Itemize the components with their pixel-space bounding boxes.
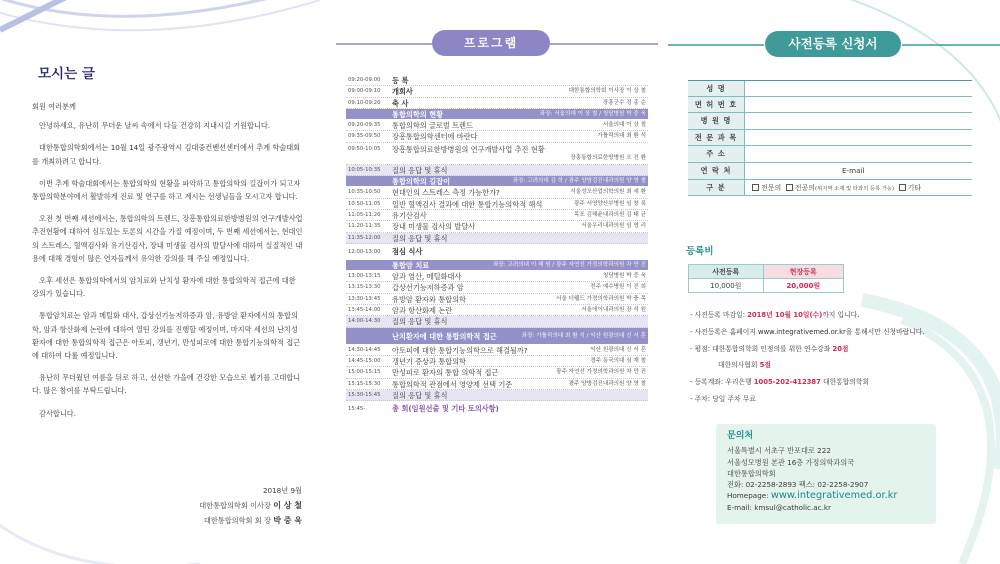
session-title: 갑상선기능저하증과 암 bbox=[392, 283, 464, 293]
schedule-row bbox=[346, 244, 648, 260]
session-title: 등 록 bbox=[392, 76, 409, 85]
schedule-row bbox=[346, 98, 648, 109]
session-title: 통합의학의 글로벌 트렌드 bbox=[392, 121, 473, 131]
category-options bbox=[752, 180, 921, 198]
schedule-row bbox=[346, 199, 648, 210]
signer-1 bbox=[199, 498, 302, 513]
name-field[interactable] bbox=[744, 81, 972, 96]
session-title: 통합의학의 현황 bbox=[392, 109, 444, 119]
specialist-checkbox[interactable] bbox=[752, 184, 759, 191]
signature-block bbox=[199, 483, 302, 528]
registration-notes bbox=[690, 307, 925, 408]
session-title: 일반 혈액검사 결과에 대한 통합기능의학적 해석 bbox=[392, 199, 543, 209]
schedule-row bbox=[346, 233, 648, 244]
credit-points: 5점 bbox=[759, 361, 771, 370]
session-title: 만성피로 환자의 통합 의학적 접근 bbox=[392, 368, 499, 378]
session-title: 장흥통합의료한방병원의 연구개발사업 추진 현황 bbox=[392, 144, 545, 154]
session-title: 점심 식사 bbox=[392, 246, 423, 256]
session-title: 총 회(임원선출 및 기타 토의사항) bbox=[392, 404, 499, 414]
schedule-row bbox=[346, 210, 648, 221]
invitation-body bbox=[32, 100, 304, 429]
session-speaker: 전주 예수병원 이 진 희 bbox=[590, 284, 646, 291]
session-title: 유방암 환자와 통합의학 bbox=[392, 294, 467, 304]
session-title: 난치환자에 대한 통합의학적 접근 bbox=[392, 331, 497, 341]
session-title: 통합의학의 길잡이 bbox=[392, 177, 451, 187]
program-schedule bbox=[346, 75, 648, 417]
session-title: 통합의학적 관점에서 영양제 선택 기준 bbox=[392, 379, 513, 389]
session-time: 15:00-15:15 bbox=[348, 369, 381, 376]
session-speaker: 서울성모산업의학의원 최 세 환 bbox=[570, 189, 646, 196]
contact-email[interactable]: E-mail: kmsul@catholic.ac.kr bbox=[727, 502, 832, 512]
session-speaker: 광주 자연선 가정의학과의원 차 만 진 bbox=[556, 369, 646, 376]
session-speaker: 광주 서영양산부병원 임 창 록 bbox=[574, 200, 646, 207]
session-speaker: 광주 양방검진내과의원 양 영 철 bbox=[568, 380, 646, 387]
session-time: 09:20-09:00 bbox=[348, 77, 381, 83]
specialty-field[interactable] bbox=[744, 130, 972, 146]
session-title: 통합암 치료 bbox=[392, 260, 430, 270]
form-row-license bbox=[688, 97, 972, 114]
credit-points: 20점 bbox=[832, 344, 849, 353]
session-speaker: 서울에이내과의원 장 석 원 bbox=[581, 307, 646, 314]
option-note: (위지역 소재 및 타과의 등록 가능) bbox=[815, 185, 895, 192]
session-title: 질의 응답 및 휴식 bbox=[392, 233, 448, 243]
session-time: 14:45-15:00 bbox=[348, 357, 381, 364]
session-title: 질의 응답 및 휴식 bbox=[392, 390, 448, 400]
email-label: E-mail bbox=[842, 165, 865, 175]
field-label: 연 락 처 bbox=[688, 163, 744, 179]
schedule-row bbox=[346, 143, 648, 165]
signer-org: 대한통합의학회 이사장 bbox=[199, 501, 271, 510]
homepage-link[interactable]: www.integrativemed.or.kr bbox=[770, 490, 898, 502]
schedule-row bbox=[346, 356, 648, 367]
session-title: 개회사 bbox=[392, 87, 413, 97]
paragraph: 통합암치료는 암과 메틸화 대사, 갑상선기능저하증과 암, 유방암 환자에서의 통합의학, 암과 항산화제 논란에 대하여 열띤 강의를 진행할 예정이며, 마지막 세션의 난치성 환자에 대한 통합의학적 접근은 아토피, 갱년기, 만성피로에 대한 통합기능의학적 접근에 대하여 다룰 예정입니다. bbox=[32, 311, 301, 361]
invitation-title: 모시는 글 bbox=[38, 66, 95, 82]
note-text: 까지 입니다. bbox=[822, 311, 860, 319]
schedule-row bbox=[346, 367, 648, 378]
session-speaker: 서울우리내과의원 임 영 리 bbox=[581, 223, 646, 230]
field-label: 주 소 bbox=[688, 146, 744, 162]
session-speaker: 청담병원 박 중 욱 bbox=[602, 273, 646, 280]
fee-header-onsite: 현장등록 bbox=[763, 265, 843, 279]
session-time: 15:15-15:30 bbox=[348, 380, 381, 387]
fee-header-pre: 사전등록 bbox=[689, 265, 764, 279]
contact-building: 서울성모병원 본관 16층 가정의학과의국 bbox=[727, 457, 855, 467]
session-time: 13:15-13:30 bbox=[348, 284, 381, 291]
address-field[interactable] bbox=[744, 146, 972, 162]
fee-title: 등록비 bbox=[686, 246, 714, 257]
field-label: 면 허 번 호 bbox=[688, 97, 744, 113]
session-speaker: 경주 동국의대 심 재 철 bbox=[590, 357, 646, 364]
schedule-row bbox=[346, 187, 648, 198]
resident-checkbox[interactable] bbox=[786, 184, 793, 191]
session-title: 장흥통합의학센터에 바란다 bbox=[392, 132, 478, 142]
registration-header: 사전등록 신청서 bbox=[765, 31, 901, 57]
session-title: 질의 응답 및 휴식 bbox=[392, 317, 448, 327]
session-time: 14:00-14:30 bbox=[348, 318, 381, 325]
session-time: 12:00-13:00 bbox=[348, 248, 381, 255]
license-field[interactable] bbox=[744, 97, 972, 113]
schedule-row bbox=[346, 165, 648, 176]
session-time: 15:30-15:45 bbox=[348, 391, 381, 398]
session-title: 질의 응답 및 휴식 bbox=[392, 165, 448, 175]
deadline-date: 2018년 10월 10일(수) bbox=[747, 311, 823, 319]
schedule-row bbox=[346, 316, 648, 327]
schedule-row bbox=[346, 131, 648, 142]
session-title: 아토피에 대한 통합기능의학으로 해결될까? bbox=[392, 345, 528, 355]
schedule-row bbox=[346, 75, 648, 86]
schedule-row bbox=[346, 282, 648, 293]
session-speaker: 좌장: 서울의대 이 상 철 / 청담병원 박 중 욱 bbox=[539, 110, 646, 117]
session-speaker: 장흥통합의료한방병원 오 진 환 bbox=[570, 154, 646, 161]
header-line bbox=[336, 42, 658, 46]
session-title: 축 사 bbox=[392, 98, 409, 108]
note-homepage: - 사전등록은 홈페이지 www.integrativemed.or.kr을 통해서만 신청바랍니다. bbox=[690, 327, 925, 336]
session-speaker: 대한통합의학회 이사장 이 상 철 bbox=[568, 88, 646, 95]
field-label: 병 원 명 bbox=[688, 113, 744, 129]
other-checkbox[interactable] bbox=[899, 184, 906, 191]
registration-form bbox=[688, 80, 972, 196]
email-field[interactable] bbox=[842, 163, 972, 179]
contact-title: 문의처 bbox=[727, 431, 754, 441]
session-time: 09:00-09:10 bbox=[348, 88, 381, 95]
schedule-row bbox=[346, 221, 648, 232]
program-header: 프로그램 bbox=[432, 30, 550, 56]
session-header bbox=[346, 109, 648, 120]
fee-value-pre: 10,000원 bbox=[689, 279, 764, 293]
contact-homepage bbox=[727, 490, 936, 501]
note-account bbox=[690, 374, 925, 391]
session-speaker: 목포 김해윤내과의원 김 태 균 bbox=[574, 211, 646, 218]
option-label: 전문의 bbox=[761, 183, 782, 192]
form-row-contact bbox=[688, 163, 972, 180]
fee-value-onsite: 20,000원 bbox=[763, 279, 843, 293]
paragraph: 오후 세션은 통합의학에서의 암치료와 난치성 환자에 대한 통합의학적 접근에 대한 강의가 있습니다. bbox=[32, 276, 296, 299]
schedule-row bbox=[346, 86, 648, 97]
fee-table bbox=[688, 264, 844, 293]
signer-org: 대한통합의학회 회 장 bbox=[203, 516, 271, 525]
paragraph: 회원 여러분께 bbox=[32, 102, 76, 111]
option-label: 기타 bbox=[907, 183, 922, 192]
paragraph: 안녕하세요, 유난히 무더운 날씨 속에서 다들 건강히 지내시길 기원합니다. bbox=[39, 121, 271, 131]
form-row-specialty bbox=[688, 130, 972, 147]
paragraph: 이번 추계 학술대회에서는 통합의학의 현황을 파악하고 통합의학의 길잡이가 되고자 통합의학분야에서 활발하게 진료 및 연구를 하고 계시는 선생님들을 모시고자 합니다. bbox=[32, 178, 301, 202]
note-text: - 사전등록 마감일: bbox=[690, 311, 748, 319]
note-text: 대한통합의학회 bbox=[820, 378, 870, 387]
note-parking: - 주차: 당일 주차 무료 bbox=[690, 394, 756, 403]
session-time: 11:05-11:20 bbox=[348, 211, 381, 218]
session-header bbox=[346, 328, 648, 345]
session-time: 10:05-10:35 bbox=[348, 166, 381, 173]
session-time: 09:35-09:50 bbox=[348, 133, 381, 140]
session-time: 13:00-13:15 bbox=[348, 273, 381, 280]
session-speaker: 익산 원광의대 신 서 혼 bbox=[590, 346, 646, 353]
schedule-row bbox=[346, 379, 648, 390]
session-time: 09:20-09:35 bbox=[348, 122, 381, 129]
session-header bbox=[346, 176, 648, 187]
session-title: 유기산검사 bbox=[392, 210, 427, 220]
paragraph: 감사합니다. bbox=[39, 408, 77, 418]
schedule-row bbox=[346, 305, 648, 316]
field-label: 전 문 과 목 bbox=[688, 130, 744, 146]
schedule-row bbox=[346, 390, 648, 401]
homepage-label: Homepage: bbox=[727, 491, 771, 501]
paragraph: 오전 첫 번째 세션에서는, 통합의학의 트렌드, 장흥통합의료한방병원의 연구개발사업 추진현황에 대하여 심도있는 토론의 시간을 가질 예정이며, 두 번째 세션에서는, 현대인의 스트레스, 혈액검사와 유기산검사, 장내 미생물 검사의 발달사에 대하여 실질적인 내용에 대해 경험이 많은 연자들께서 유익한 강의를 해 주실 예정입니다. bbox=[32, 214, 303, 263]
form-row-name bbox=[688, 80, 972, 97]
session-time: 14:30-14:45 bbox=[348, 346, 381, 353]
session-speaker: 좌장: 가톨릭의대 최 환 석 / 익산 원광의대 신 서 혼 bbox=[521, 332, 646, 339]
note-credits-kma bbox=[690, 357, 925, 374]
schedule-row bbox=[346, 345, 648, 356]
contact-org: 대한통합의학회 bbox=[727, 468, 776, 478]
paragraph: 유난히 무더웠던 여름을 뒤로 하고, 선선한 가을에 건강한 모습으로 뵙기를 고대합니다. 많은 참여를 부탁드립니다. bbox=[32, 373, 301, 396]
note-credits bbox=[690, 341, 925, 358]
session-speaker: 서울 더웰드 가정의학과의원 박 충 목 bbox=[556, 295, 646, 302]
contact-phone: 전화: 02-2258-2893 팩스: 02-2258-2907 bbox=[727, 480, 869, 490]
session-time: 10:50-11:05 bbox=[348, 200, 381, 207]
contact-address: 서울특별시 서초구 반포대로 222 bbox=[727, 446, 831, 456]
field-label: 성 명 bbox=[688, 81, 744, 96]
session-time: 13:45-14:00 bbox=[348, 307, 381, 314]
signer-name: 이 상 철 bbox=[273, 501, 302, 510]
session-header bbox=[346, 260, 648, 271]
paragraph: 대한통합의학회에서는 10월 14일 광주광역시 김대중컨벤션센터에서 추계 학술대회를 개최하려고 합니다. bbox=[32, 143, 301, 166]
session-title: 갱년기 증상과 통합의학 bbox=[392, 356, 467, 366]
account-number: 1005-202-412387 bbox=[753, 378, 821, 387]
session-time: 09:50-10:05 bbox=[348, 145, 381, 152]
signer-name: 박 중 욱 bbox=[273, 516, 302, 525]
session-speaker: 서울의대 이 상 철 bbox=[602, 122, 646, 129]
session-speaker: 가톨릭의대 최 환 석 bbox=[597, 133, 646, 140]
invitation-panel bbox=[0, 0, 330, 564]
session-speaker: 장흥군수 정 종 순 bbox=[602, 99, 646, 106]
form-row-address bbox=[688, 146, 972, 163]
session-title: 암과 항산화제 논란 bbox=[392, 306, 453, 316]
phone-field[interactable] bbox=[744, 163, 842, 179]
hospital-field[interactable] bbox=[744, 113, 972, 129]
session-time: 11:35-12:00 bbox=[348, 234, 381, 241]
field-label: 구 분 bbox=[688, 180, 744, 196]
note-text: 대한의사협회 bbox=[718, 361, 760, 370]
note-text: - 평점: 대한통합의학회 인정의를 위한 연수강좌 bbox=[690, 344, 833, 353]
session-time: 13:30-13:45 bbox=[348, 295, 381, 302]
session-speaker: 좌장: 고려의대 이 해 원 / 광주 자연선 가정의학과의원 차 만 진 bbox=[492, 261, 646, 268]
signer-2 bbox=[199, 513, 302, 528]
session-title: 장내 미생물 검사의 발달사 bbox=[392, 222, 476, 232]
session-title: 암과 염산, 메틸화대사 bbox=[392, 272, 462, 282]
schedule-row bbox=[346, 271, 648, 282]
contact-box bbox=[716, 424, 936, 524]
session-time: 11:20-11:35 bbox=[348, 223, 381, 230]
note-deadline bbox=[690, 307, 925, 324]
letter-date: 2018년 9월 bbox=[262, 486, 302, 495]
form-row-hospital bbox=[688, 113, 972, 130]
option-label: 전공의 bbox=[794, 183, 816, 192]
schedule-row bbox=[346, 120, 648, 131]
session-time: 15:45- bbox=[348, 406, 366, 413]
session-title: 현대인의 스트레스 측정 가능한가? bbox=[392, 188, 500, 198]
schedule-row bbox=[346, 401, 648, 417]
session-time: 10:35-10:50 bbox=[348, 189, 381, 196]
schedule-row bbox=[346, 294, 648, 305]
form-row-category bbox=[688, 180, 972, 197]
session-speaker: 좌장: 고려의대 김 학 / 광주 양방검진내과의원 양 영 철 bbox=[512, 178, 646, 185]
note-text: - 등록계좌: 우리은행 bbox=[690, 378, 754, 387]
session-time: 09:10-09:20 bbox=[348, 99, 381, 106]
